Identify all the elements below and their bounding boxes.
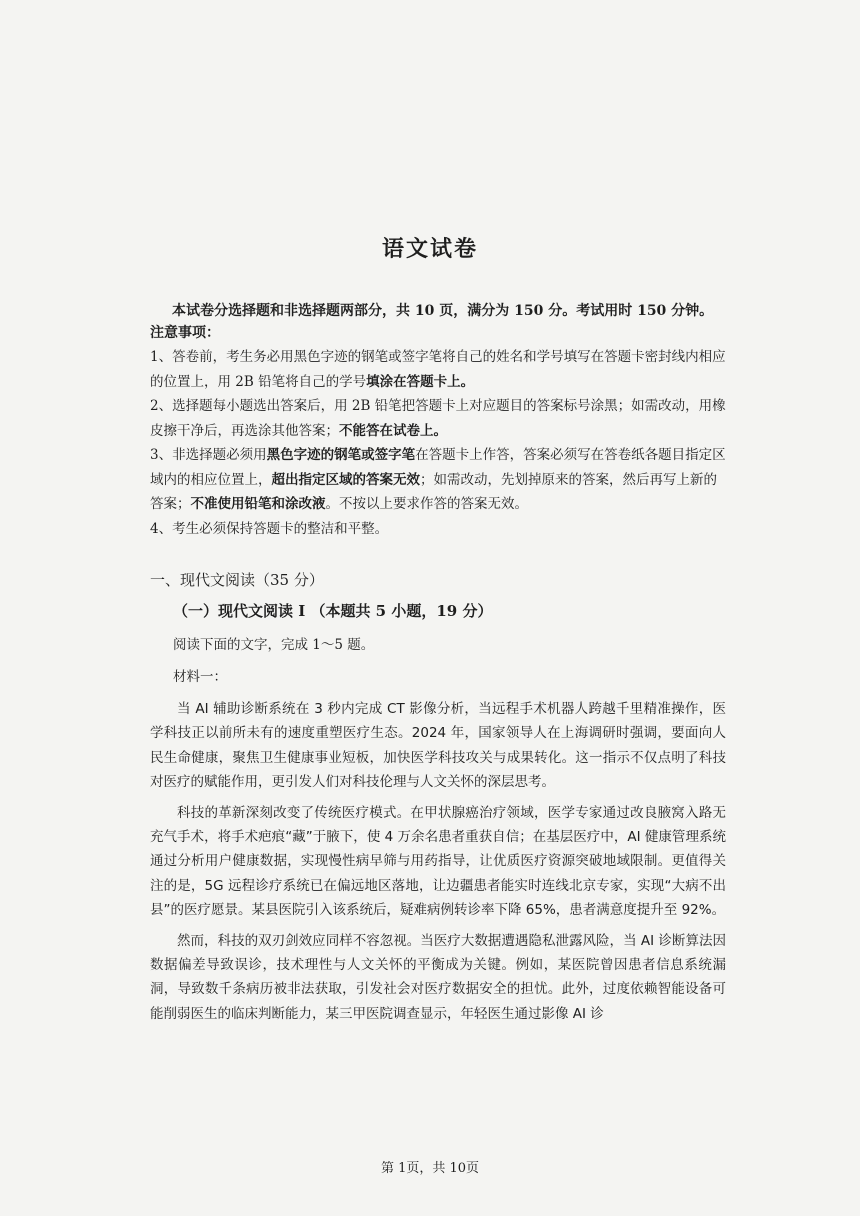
notice-item-3-emphasis-c: 不准使用铅笔和涂改液 xyxy=(190,496,326,512)
page-footer: 第 1页，共 10页 xyxy=(380,1161,480,1176)
passage-paragraph: 当 AI 辅助诊断系统在 3 秒内完成 CT 影像分析，当远程手术机器人跨越千里精准操作，医学科技正以前所未有的速度重塑医疗生态。2024 年，国家领导人在上海调研时强调，要面向人民生命健康，聚焦卫生健康事业短板，加快医学科技攻关与成果转化。这一指示不仅点明了科技对医疗的赋能作用，更引发人们对科技伦理与人文关怀的深层思考。 xyxy=(150,701,726,791)
subsection-heading: （一）现代文阅读 I （本题共 5 小题，19 分） xyxy=(173,602,493,620)
notice-title: 注意事项： xyxy=(150,325,220,341)
section-heading: 一、现代文阅读（35 分） xyxy=(150,571,324,589)
notice-item-2-emphasis: 不能答在试卷上。 xyxy=(339,422,447,439)
notice-item-4 xyxy=(150,517,726,542)
notice-item-2 xyxy=(150,394,726,443)
material-label: 材料一： xyxy=(173,669,227,685)
notice-item-1-text: 1、答卷前，考生务必用黑色字迹的钢笔或签字笔将自己的姓名和学号填写在答题卡密封线内相应的位置上，用 2B 铅笔将自己的学号 xyxy=(150,349,726,390)
notice-item-2-text: 2、选择题每小题选出答案后，用 2B 铅笔把答题卡上对应题目的答案标号涂黑；如需改动，用橡皮擦干净后，再选涂其他答案； xyxy=(150,398,726,439)
reading-instruction: 阅读下面的文字，完成 1～5 题。 xyxy=(173,637,375,653)
exam-intro: 本试卷分选择题和非选择题两部分，共 10 页，满分为 150 分。考试用时 150 分钟。 xyxy=(172,303,714,319)
reading-passage xyxy=(150,697,726,1032)
notice-item-1 xyxy=(150,345,726,394)
passage-paragraph: 然而，科技的双刃剑效应同样不容忽视。当医疗大数据遭遇隐私泄露风险，当 AI 诊断算法因数据偏差导致误诊，技术理性与人文关怀的平衡成为关键。例如，某医院曾因患者信息系统漏洞，导致数千条病历被非法获取，引发社会对医疗数据安全的担忧。此外，过度依赖智能设备可能削弱医生的临床判断能力，某三甲医院调查显示，年轻医生通过影像 AI 诊 xyxy=(150,932,726,1022)
notice-item-3-emphasis-a: 黑色字迹的钢笔或签字笔 xyxy=(266,447,416,463)
notice-item-3-text-b: 在答题卡上作答，答案必须写在答卷纸各题目指定区域内的相应位置上， xyxy=(150,447,726,488)
passage-paragraph: 科技的革新深刻改变了传统医疗模式。在甲状腺癌治疗领域，医学专家通过改良腋窝入路无充气手术，将手术疤痕“藏”于腋下，使 4 万余名患者重获自信；在基层医疗中，AI 健康管理系统通过分析用户健康数据，实现慢性病早筛与用药指导，让优质医疗资源突破地域限制。更值得关注的是，5G 远程诊疗系统已在偏远地区落地，让边疆患者能实时连线北京专家，实现“大病不出县”的医疗愿景。某县医院引入该系统后，疑难病例转诊率下降 65%，患者满意度提升至 92%。 xyxy=(150,804,726,919)
notice-item-1-emphasis: 填涂在答题卡上。 xyxy=(366,373,475,390)
notice-item-3 xyxy=(150,443,726,517)
notice-list xyxy=(150,345,726,541)
notice-item-3-text-d: 。不按以上要求作答的答案无效。 xyxy=(325,496,528,512)
notice-item-3-emphasis-b: 超出指定区域的答案无效 xyxy=(271,471,420,488)
notice-item-4-text: 4、考生必须保持答题卡的整洁和平整。 xyxy=(150,520,389,537)
notice-item-3-text-c: ；如需改动，先划掉原来的答案，然后再写上新的答案； xyxy=(150,471,717,512)
page-title: 语文试卷 xyxy=(381,236,478,262)
notice-item-3-text-a: 3、非选择题必须用 xyxy=(150,447,267,463)
